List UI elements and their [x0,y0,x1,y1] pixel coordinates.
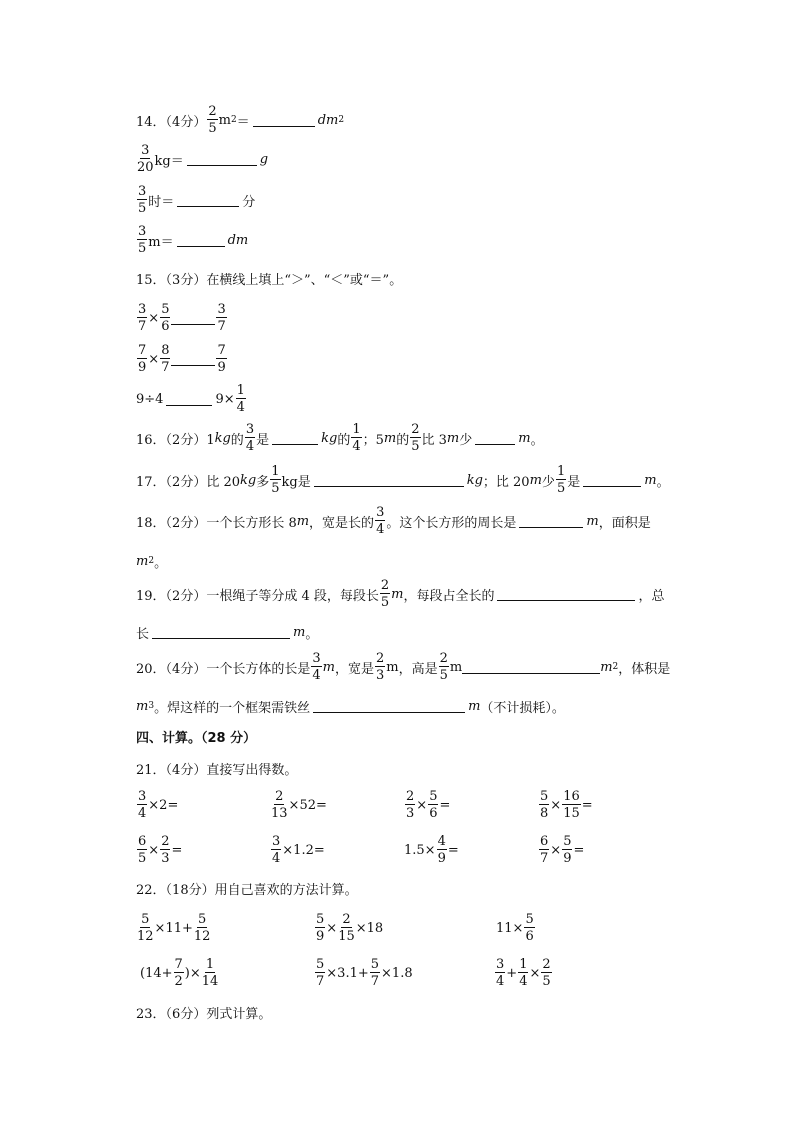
answer-blank[interactable] [475,443,515,445]
answer-blank[interactable] [166,404,212,406]
fraction: $\frac{3}{5}$ [138,224,147,256]
answer-blank[interactable] [171,364,215,366]
q22-item: $\frac{5}{9}$ × $\frac{2}{15}$ ×18 [316,912,384,944]
q14-line4: $\frac{3}{5}$ m＝ dm [138,224,249,256]
q22-label: 22．（18分）用自己喜欢的方法计算。 [136,882,358,898]
fraction: $\frac{2}{5}$ [208,104,217,136]
q18-line1: 18．（2分）一个长方形长 8 m ，宽是长的 $\frac{3}{4}$ 。这个长方形的周长是 m ，面积是 [136,505,651,537]
q19-line2: 长 m 。 [136,624,319,642]
answer-blank[interactable] [314,485,464,487]
q18-line2: m 2 。 [136,553,168,571]
q14-label: 14．（4分） [136,114,207,130]
q14-line3: $\frac{3}{5}$ 时＝ 分 [138,184,256,216]
q21-item: $\frac{5}{8}$ × $\frac{16}{15}$ = [540,789,593,821]
answer-blank[interactable] [187,164,257,166]
q20-line1: 20．（4分）一个长方体的长是 $\frac{3}{4}$ m ，宽是 $\frac{2}{3}$ m ，高是 $\frac{2}{5}$ m m 2 ，体积是 [136,651,671,683]
q21-item: $\frac{3}{4}$ ×1.2= [272,834,325,866]
q21-item: $\frac{2}{13}$ ×52= [271,789,327,821]
q21-item: $\frac{6}{7}$ × $\frac{5}{9}$ = [540,834,585,866]
q15-row1: $\frac{3}{7}$ × $\frac{5}{6}$ $\frac{3}{7}$ [138,302,226,334]
q22-item: 11× $\frac{5}{6}$ [496,912,534,944]
q21-item: $\frac{3}{4}$ ×2= [138,789,179,821]
answer-blank[interactable] [152,637,290,639]
answer-blank[interactable] [177,205,239,207]
answer-blank[interactable] [583,485,641,487]
answer-blank[interactable] [519,526,583,528]
answer-blank[interactable] [313,711,465,713]
section-title: 四、计算。（28 分） [136,730,257,746]
q17-line: 17．（2分）比 20 kg 多 $\frac{1}{5}$ kg是 kg ；比 20 m 少 $\frac{1}{5}$ 是 m 。 [136,464,670,496]
q22-item: $\frac{5}{12}$ ×11+ $\frac{5}{12}$ [137,912,211,944]
q16-line: 16．（2分）1 kg 的 $\frac{3}{4}$ 是 kg 的 $\frac{1}{4}$ ；5 m 的 $\frac{2}{5}$ 比 3 m 少 m 。 [136,422,544,454]
q14-line2: $\frac{3}{20}$ kg＝ g [137,143,269,175]
q19-line1: 19．（2分）一根绳子等分成 4 段，每段长 $\frac{2}{5}$ m ，每段占全长的 ，总 [136,578,665,610]
q22-item: (14+ $\frac{7}{2}$ )× $\frac{1}{14}$ [140,957,219,989]
answer-blank[interactable] [272,443,318,445]
answer-blank[interactable] [171,323,215,325]
q21-item: $\frac{2}{3}$ × $\frac{5}{6}$ = [406,789,451,821]
q15-row2: $\frac{7}{9}$ × $\frac{8}{7}$ $\frac{7}{9}$ [138,343,226,375]
q23-label: 23．（6分）列式计算。 [136,1006,272,1022]
q21-item: $\frac{6}{5}$ × $\frac{2}{3}$ = [138,834,183,866]
answer-blank[interactable] [177,245,225,247]
q15-label: 15．（3分）在横线上填上“＞”、“＜”或“＝”。 [136,272,403,288]
answer-blank[interactable] [497,599,635,601]
fraction: $\frac{3}{5}$ [138,184,147,216]
answer-blank[interactable] [253,125,315,127]
q22-item: $\frac{5}{7}$ ×3.1+ $\frac{5}{7}$ ×1.8 [316,957,413,989]
fraction: $\frac{3}{20}$ [137,143,154,175]
q22-item: $\frac{3}{4}$ + $\frac{1}{4}$ × $\frac{2}{5}$ [496,957,551,989]
q21-label: 21．（4分）直接写出得数。 [136,762,298,778]
q14-line1: 14．（4分） $\frac{2}{5}$ m 2 ＝ dm 2 [136,104,345,136]
q21-item: 1.5× $\frac{4}{9}$ = [404,834,459,866]
answer-blank[interactable] [462,672,600,674]
q20-line2: m 3 。焊这样的一个框架需铁丝 m （不计损耗）。 [136,698,565,716]
q15-row3: 9÷4 9× $\frac{1}{4}$ [136,383,245,415]
